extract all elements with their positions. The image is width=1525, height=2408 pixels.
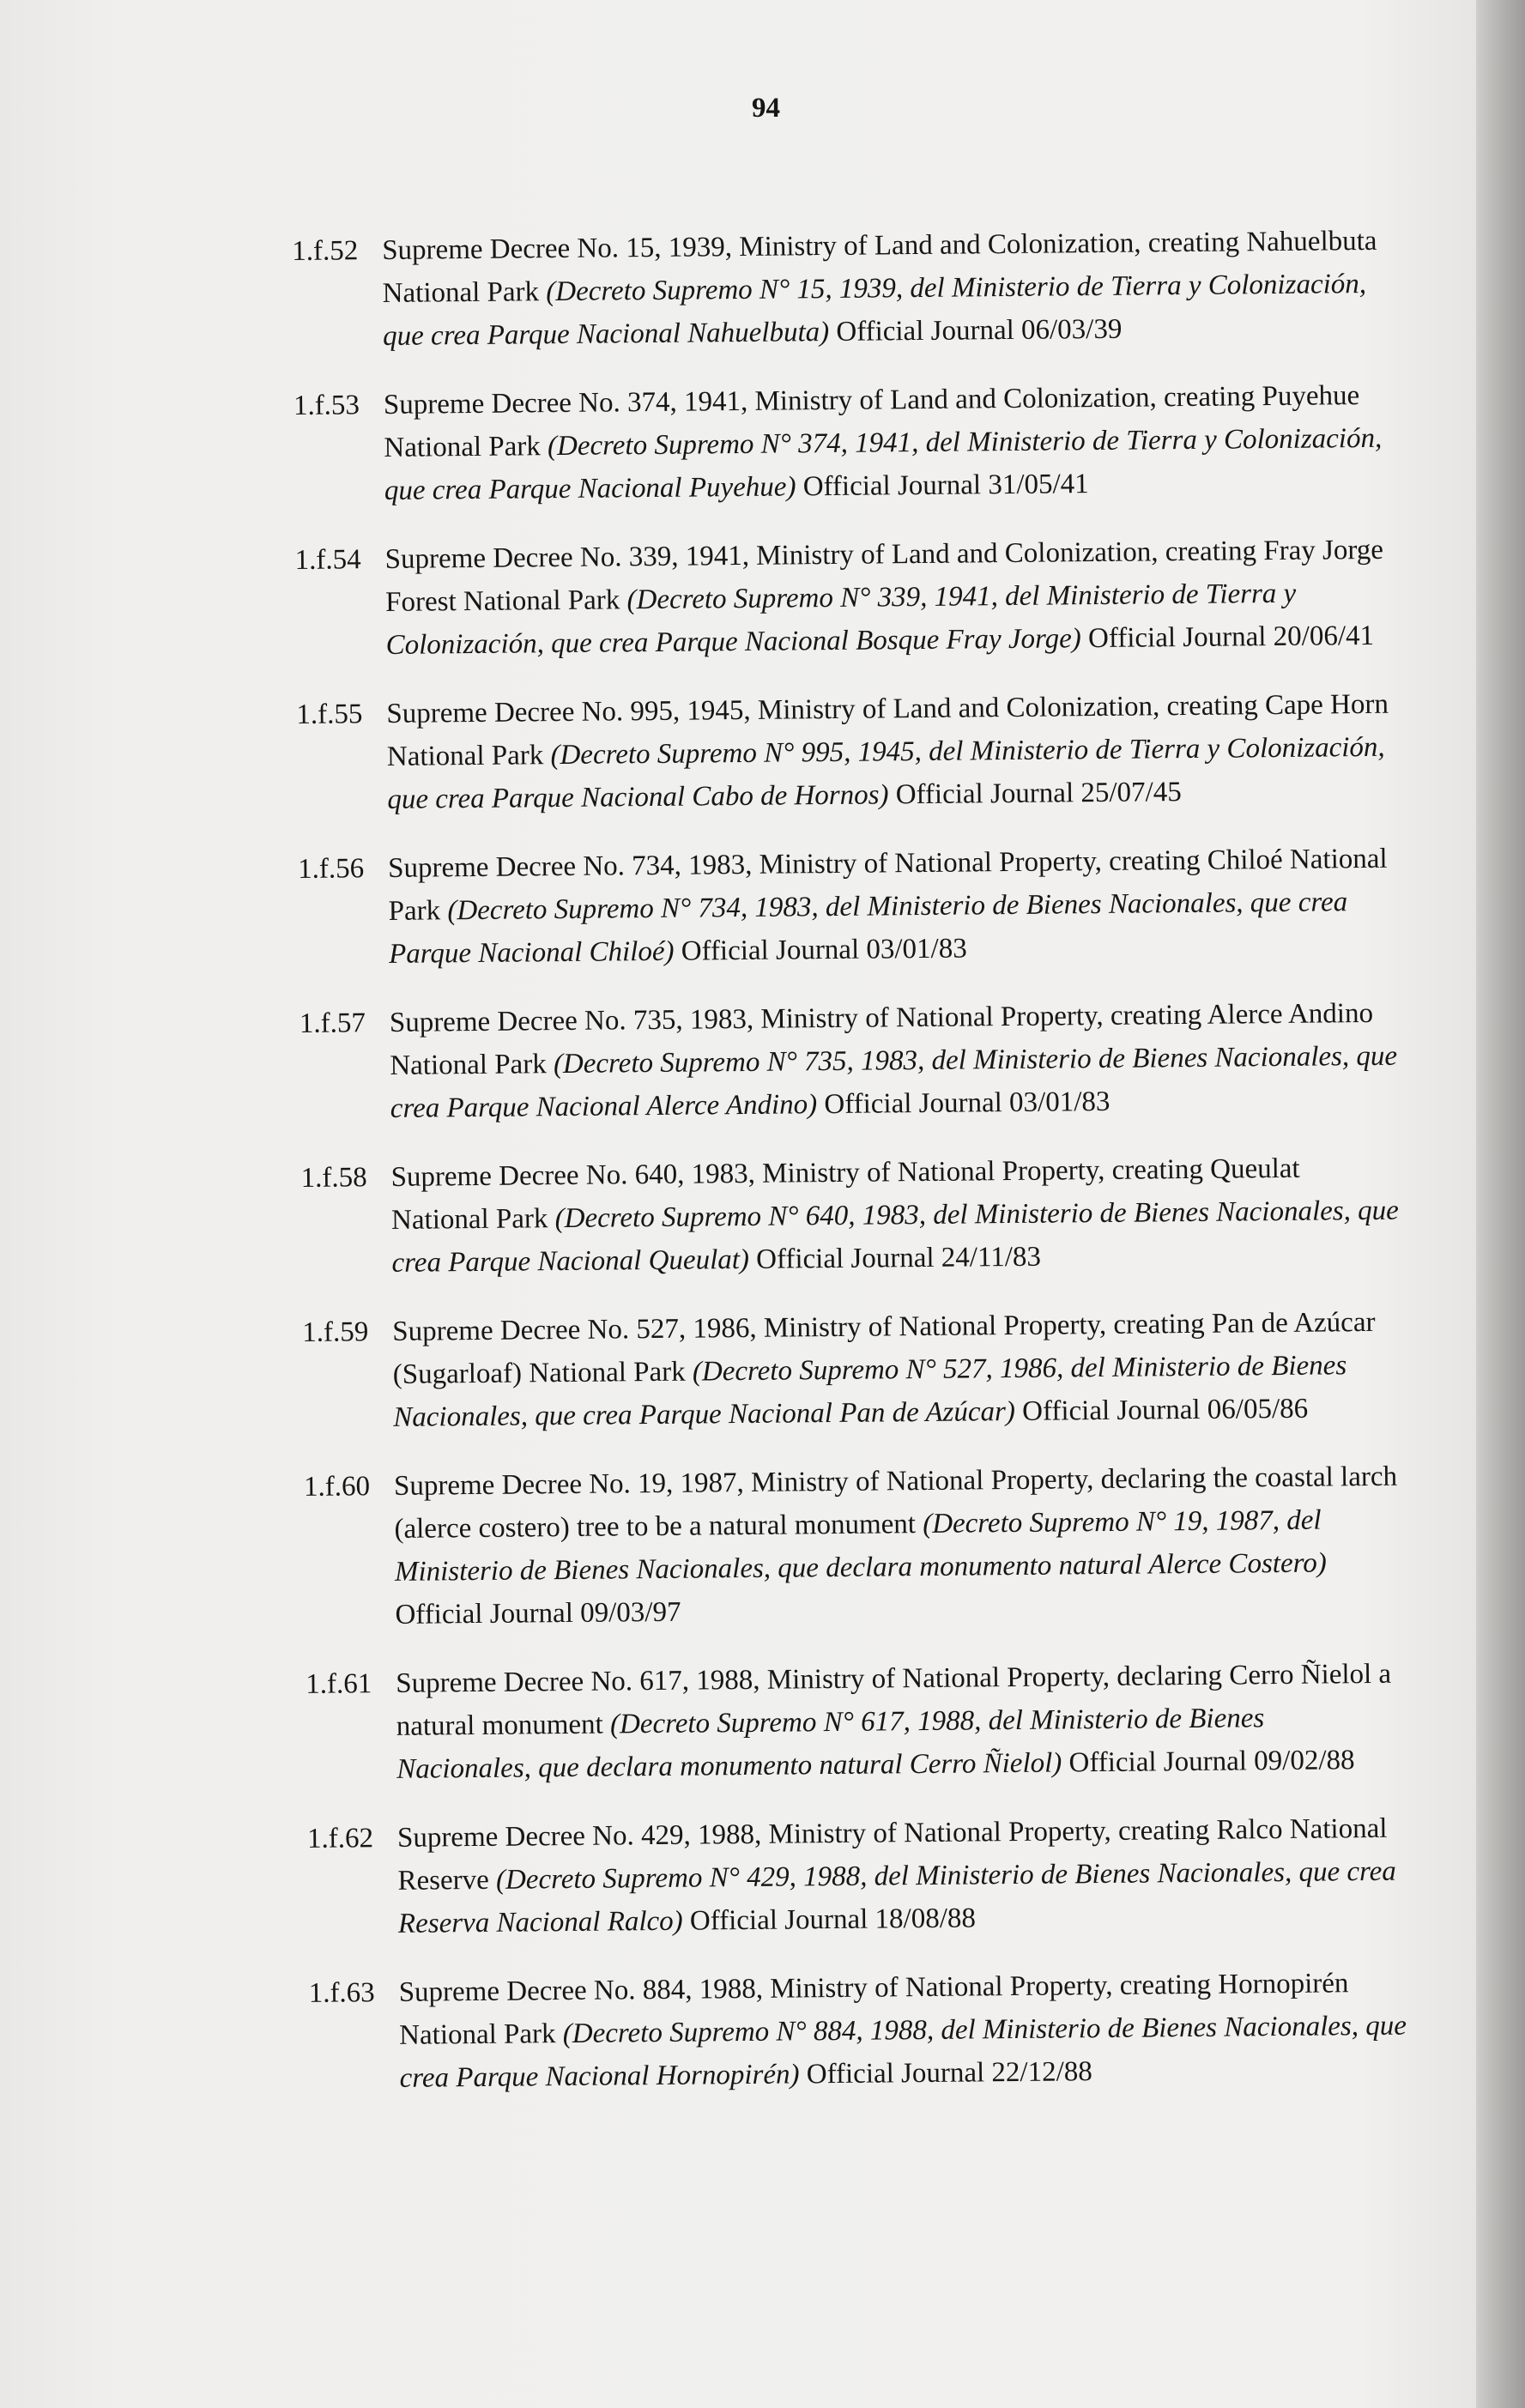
entry-tail-text: Official Journal 03/01/83	[816, 1086, 1110, 1121]
entry-italic-text: (Decreto Supremo N° 374, 1941, del Ministerio de Tierra y Colonización, que crea Parque Nacional Puyehue)	[384, 422, 1383, 506]
entry-italic-text: (Decreto Supremo N° 429, 1988, del Ministerio de Bienes Nacionales, que crea Reserva Nacional Ralco)	[397, 1855, 1396, 1939]
entry-italic-text: (Decreto Supremo N° 995, 1945, del Ministerio de Tierra y Colonización, que crea Parque Nacional Cabo de Hornos)	[387, 731, 1385, 815]
entry-text	[398, 1962, 1407, 2100]
entry-number: 1.f.62	[306, 1823, 374, 1854]
list-item	[300, 992, 1399, 1131]
entry-italic-text: (Decreto Supremo N° 19, 1987, del Ministerio de Bienes Nacionales, que declara monumento natural Alerce Costero)	[394, 1504, 1327, 1588]
entry-plain-text: Supreme Decree No. 339, 1941, Ministry of Land and Colonization, creating Fray Jorge Forest National Park	[384, 534, 1384, 618]
entry-number: 1.f.55	[296, 699, 363, 730]
entry-number: 1.f.58	[300, 1162, 367, 1194]
entry-plain-text: Supreme Decree No. 374, 1941, Ministry of Land and Colonization, creating Puyehue National Park	[383, 380, 1360, 463]
entry-tail-text: Official Journal 09/03/97	[395, 1596, 681, 1631]
entry-italic-text: (Decreto Supremo N° 735, 1983, del Ministerio de Bienes Nacionales, que crea Parque Nacional Alerce Andino)	[390, 1040, 1398, 1124]
entry-number: 1.f.56	[297, 853, 365, 885]
list-item	[307, 1807, 1407, 1946]
entry-italic-text: (Decreto Supremo N° 640, 1983, del Ministerio de Bienes Nacionales, que crea Parque Nacional Queulat)	[391, 1195, 1399, 1279]
entry-text	[394, 1455, 1404, 1637]
entry-plain-text: Supreme Decree No. 735, 1983, Ministry of National Property, creating Alerce Andino National Park	[389, 997, 1374, 1081]
entry-italic-text: (Decreto Supremo N° 15, 1939, del Ministerio de Tierra y Colonización, que crea Parque Nacional Nahuelbuta)	[383, 268, 1367, 352]
entry-tail-text: Official Journal 25/07/45	[888, 777, 1182, 811]
entry-text	[382, 220, 1391, 358]
decree-list	[292, 220, 1408, 2127]
list-item	[294, 374, 1393, 513]
entry-plain-text: Supreme Decree No. 995, 1945, Ministry of Land and Colonization, creating Cape Horn National Park	[386, 688, 1389, 772]
entry-number: 1.f.60	[303, 1471, 371, 1503]
entry-tail-text: Official Journal 20/06/41	[1080, 620, 1375, 655]
entry-plain-text: Supreme Decree No. 884, 1988, Ministry of National Property, creating Hornopirén National Park	[398, 1968, 1349, 2051]
entry-tail-text: Official Journal 03/01/83	[674, 933, 967, 967]
list-item	[300, 1147, 1400, 1286]
entry-number: 1.f.57	[299, 1007, 366, 1039]
entry-plain-text: Supreme Decree No. 15, 1939, Ministry of Land and Colonization, creating Nahuelbuta National Park	[382, 225, 1377, 309]
entry-italic-text: (Decreto Supremo N° 884, 1988, del Ministerio de Bienes Nacionales, que crea Parque Nacional Hornopirén)	[399, 2010, 1407, 2094]
list-item	[306, 1653, 1405, 1792]
entry-plain-text: Supreme Decree No. 19, 1987, Ministry of National Property, declaring the coastal larch (alerce costero) tree to be a natural monument	[393, 1461, 1398, 1545]
entry-text	[390, 992, 1399, 1130]
entry-text	[384, 529, 1394, 667]
entry-number: 1.f.53	[293, 390, 360, 421]
list-item	[296, 683, 1395, 822]
list-item	[298, 838, 1397, 977]
entry-text	[388, 838, 1397, 976]
book-spine-shadow	[1476, 0, 1525, 2408]
entry-number: 1.f.63	[308, 1977, 375, 2009]
entry-number: 1.f.59	[302, 1316, 369, 1348]
entry-plain-text: Supreme Decree No. 734, 1983, Ministry of National Property, creating Chiloé National Park	[387, 843, 1388, 927]
list-item	[308, 1962, 1407, 2101]
entry-italic-text: (Decreto Supremo N° 527, 1986, del Ministerio de Bienes Nacionales, que crea Parque Nacional Pan de Azúcar)	[393, 1350, 1347, 1433]
entry-number: 1.f.61	[306, 1668, 372, 1700]
entry-tail-text: Official Journal 06/03/39	[828, 313, 1123, 348]
entry-tail-text: Official Journal 31/05/41	[796, 469, 1089, 503]
page-number: 94	[752, 93, 780, 124]
entry-text	[390, 1147, 1400, 1285]
entry-text	[396, 1653, 1405, 1791]
entry-text	[384, 374, 1393, 512]
entry-tail-text: Official Journal 18/08/88	[682, 1903, 977, 1937]
entry-plain-text: Supreme Decree No. 617, 1988, Ministry of National Property, declaring Cerro Ñielol a natural monument	[396, 1658, 1392, 1742]
entry-text	[392, 1301, 1401, 1439]
entry-tail-text: Official Journal 09/02/88	[1062, 1745, 1355, 1779]
list-item	[294, 529, 1394, 668]
entry-number: 1.f.52	[292, 235, 359, 267]
entry-italic-text: (Decreto Supremo N° 617, 1988, del Ministerio de Bienes Nacionales, que declara monumento natural Cerro Ñielol)	[396, 1703, 1265, 1785]
entry-tail-text: Official Journal 22/12/88	[799, 2056, 1092, 2090]
entry-plain-text: Supreme Decree No. 527, 1986, Ministry of National Property, creating Pan de Azúcar (Sugarloaf) National Park	[392, 1306, 1376, 1390]
list-item	[302, 1301, 1401, 1440]
entry-plain-text: Supreme Decree No. 429, 1988, Ministry of National Property, creating Ralco National Reserve	[396, 1812, 1388, 1897]
entry-tail-text: Official Journal 24/11/83	[748, 1241, 1042, 1275]
list-item	[292, 220, 1391, 359]
entry-number: 1.f.54	[294, 544, 361, 576]
entry-plain-text: Supreme Decree No. 640, 1983, Ministry of National Property, creating Queulat National Park	[390, 1153, 1300, 1236]
list-item	[304, 1455, 1404, 1637]
entry-text	[397, 1807, 1407, 1945]
entry-tail-text: Official Journal 06/05/86	[1014, 1393, 1309, 1427]
entry-italic-text: (Decreto Supremo N° 734, 1983, del Ministerio de Bienes Nacionales, que crea Parque Nacional Chiloé)	[388, 886, 1348, 970]
entry-text	[386, 683, 1395, 821]
entry-italic-text: (Decreto Supremo N° 339, 1941, del Ministerio de Tierra y Colonización, que crea Parque Nacional Bosque Fray Jorge)	[385, 578, 1297, 661]
